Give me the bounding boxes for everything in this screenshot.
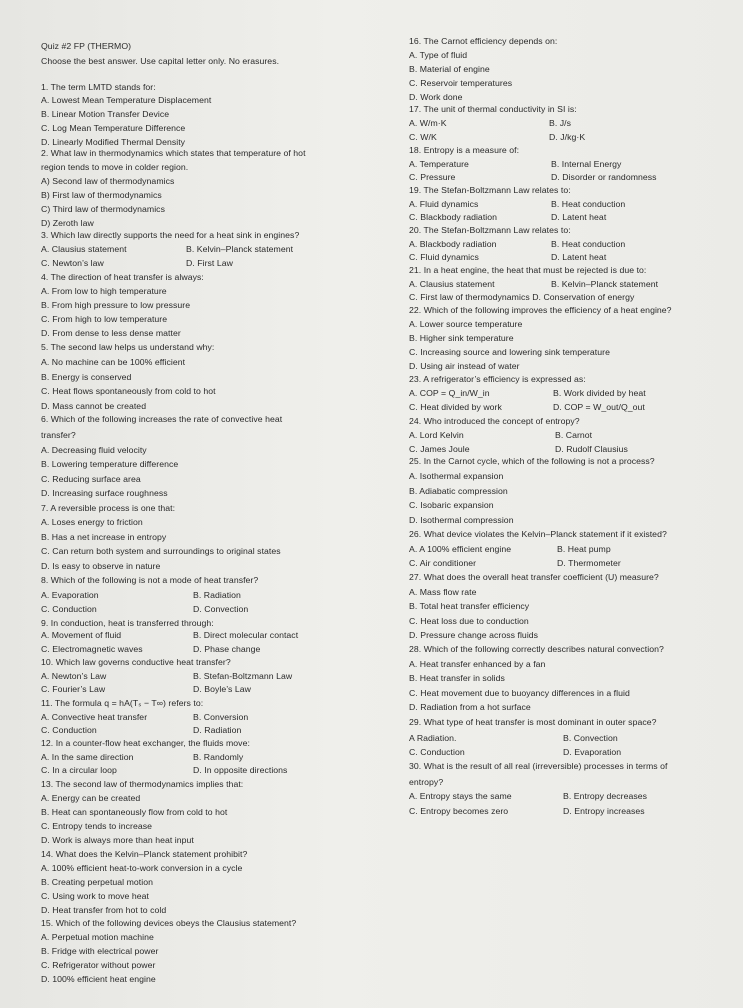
choice-a: C. Blackbody radiation [409, 212, 498, 222]
right-text-line [409, 279, 659, 289]
line-text: 20. The Stefan-Boltzmann Law relates to: [409, 225, 571, 235]
left-text-line [41, 218, 94, 228]
line-text: entropy? [409, 777, 444, 787]
line-text: C. Heat movement due to buoyancy differences in a fluid [409, 688, 630, 698]
line-text: C. Increasing source and lowering sink temperature [409, 347, 610, 357]
right-text-line [409, 747, 622, 757]
line-text: 22. Which of the following improves the efficiency of a heat engine? [409, 305, 672, 315]
line-text: 25. In the Carnot cycle, which of the following is not a process? [409, 456, 655, 466]
choice-a: C. W/K [409, 132, 437, 142]
left-text-line [41, 684, 251, 694]
line-text: 21. In a heat engine, the heat that must be rejected is due to: [409, 265, 647, 275]
choice-a: C. Fourier’s Law [41, 684, 106, 694]
choice-a: A. Clausius statement [41, 244, 127, 254]
choice-b: D. Latent heat [551, 252, 607, 262]
left-text-line [41, 877, 153, 887]
left-text-line [41, 590, 241, 600]
choice-b: D. Disorder or randomness [551, 172, 657, 182]
right-text-line [409, 572, 659, 582]
right-text-line [409, 544, 611, 554]
line-text: 15. Which of the following devices obeys the Clausius statement? [41, 918, 297, 928]
line-text: C. Entropy tends to increase [41, 821, 153, 831]
left-text-line [41, 56, 279, 66]
line-text: A. 100% efficient heat-to-work conversion in a cycle [41, 863, 243, 873]
choice-a: C. Entropy becomes zero [409, 806, 509, 816]
choice-b: D. Thermometer [557, 558, 621, 568]
line-text: 4. The direction of heat transfer is always: [41, 272, 204, 282]
choice-a: A. Blackbody radiation [409, 239, 497, 249]
left-text-line [41, 123, 185, 133]
left-text-line [41, 109, 169, 119]
right-text-line [409, 733, 618, 743]
choice-b: D. Entropy increases [563, 806, 645, 816]
choice-a: A. Movement of fluid [41, 630, 122, 640]
line-text: B. Energy is conserved [41, 372, 132, 382]
line-text: C. First law of thermodynamics D. Conservation of energy [409, 292, 635, 302]
left-text-line [41, 671, 293, 681]
right-text-line [409, 225, 571, 235]
left-text-line [41, 488, 168, 498]
choice-b: B. J/s [549, 118, 572, 128]
line-text: B. Fridge with electrical power [41, 946, 159, 956]
left-text-line [41, 503, 175, 513]
choice-b: D. COP = W_out/Q_out [553, 402, 645, 412]
line-text: C. Using work to move heat [41, 891, 150, 901]
left-text-line [41, 793, 140, 803]
line-text: A. Lowest Mean Temperature Displacement [41, 95, 212, 105]
choice-a: C. Newton’s law [41, 258, 104, 268]
left-text-line [41, 532, 166, 542]
left-text-line [41, 905, 166, 915]
line-text: C. Reducing surface area [41, 474, 141, 484]
left-text-line [41, 372, 131, 382]
line-text: D. Radiation from a hot surface [409, 702, 531, 712]
choice-a: A. Lord Kelvin [409, 430, 464, 440]
choice-b: D. Boyle’s Law [193, 684, 251, 694]
right-text-line [409, 601, 529, 611]
right-text-line [409, 199, 626, 209]
line-text: D. From dense to less dense matter [41, 328, 181, 338]
choice-b: B. Kelvin–Planck statement [186, 244, 294, 254]
left-text-line [41, 657, 231, 667]
right-text-line [409, 673, 505, 683]
line-text: C. From high to low temperature [41, 314, 168, 324]
choice-a: A. Fluid dynamics [409, 199, 479, 209]
left-text-line [41, 849, 247, 859]
right-text-line [409, 104, 577, 114]
right-text-line [409, 132, 586, 142]
right-text-line [409, 659, 545, 669]
line-text: 29. What type of heat transfer is most dominant in outer space? [409, 717, 657, 727]
line-text: D. Work done [409, 92, 463, 102]
choice-b: B. Carnot [555, 430, 593, 440]
right-text-line [409, 36, 557, 46]
right-text-line [409, 558, 621, 568]
line-text: A. Type of fluid [409, 50, 468, 60]
right-text-line [409, 456, 655, 466]
right-text-line [409, 333, 514, 343]
right-text-line [409, 416, 580, 426]
choice-b: B. Kelvin–Planck statement [551, 279, 659, 289]
line-text: D. Linearly Modified Thermal Density [41, 137, 186, 147]
choice-a: C. Air conditioner [409, 558, 477, 568]
line-text: C. Log Mean Temperature Difference [41, 123, 186, 133]
left-text-line [41, 148, 306, 158]
left-text-line [41, 712, 249, 722]
line-text: 8. Which of the following is not a mode of heat transfer? [41, 575, 259, 585]
left-text-line [41, 644, 261, 654]
left-text-line [41, 863, 242, 873]
line-text: 7. A reversible process is one that: [41, 503, 176, 513]
line-text: Choose the best answer. Use capital letter only. No erasures. [41, 56, 280, 66]
line-text: C) Third law of thermodynamics [41, 204, 165, 214]
left-text-line [41, 258, 233, 268]
left-text-line [41, 137, 185, 147]
left-text-line [41, 342, 214, 352]
right-text-line [409, 688, 630, 698]
left-text-line [41, 459, 178, 469]
line-text: 19. The Stefan-Boltzmann Law relates to: [409, 185, 571, 195]
left-text-line [41, 725, 242, 735]
choice-b: B. Conversion [193, 712, 249, 722]
line-text: 17. The unit of thermal conductivity in SI is: [409, 104, 577, 114]
choice-b: B. Direct molecular contact [193, 630, 299, 640]
line-text: 14. What does the Kelvin–Planck statement prohibit? [41, 849, 248, 859]
line-text: 28. Which of the following correctly describes natural convection? [409, 644, 664, 654]
right-text-line [409, 702, 531, 712]
left-text-line [41, 176, 174, 186]
choice-b: D. J/kg·K [549, 132, 586, 142]
left-text-line [41, 891, 149, 901]
left-text-line [41, 474, 141, 484]
left-text-line [41, 821, 152, 831]
left-text-line [41, 414, 282, 424]
left-text-line [41, 779, 243, 789]
right-text-line [409, 64, 490, 74]
line-text: Quiz #2 FP (THERMO) [41, 41, 132, 51]
left-text-line [41, 946, 158, 956]
choice-a: A. A 100% efficient engine [409, 544, 512, 554]
choice-b: D. First Law [186, 258, 233, 268]
line-text: B. Linear Motion Transfer Device [41, 109, 170, 119]
line-text: D. Isothermal compression [409, 515, 514, 525]
right-text-line [409, 630, 538, 640]
line-text: A. Isothermal expansion [409, 471, 504, 481]
line-text: C. Can return both system and surroundings to original states [41, 546, 281, 556]
left-text-line [41, 698, 203, 708]
choice-a: C. James Joule [409, 444, 470, 454]
choice-a: A. In the same direction [41, 752, 134, 762]
right-text-line [409, 761, 667, 771]
right-text-line [409, 486, 508, 496]
right-text-line [409, 292, 634, 302]
left-text-line [41, 546, 281, 556]
line-text: D) Zeroth law [41, 218, 94, 228]
right-text-line [409, 118, 572, 128]
right-text-line [409, 212, 607, 222]
choice-a: C. Conduction [41, 604, 97, 614]
left-text-line [41, 752, 244, 762]
left-text-line [41, 328, 181, 338]
left-text-line [41, 835, 194, 845]
line-text: 11. The formula q = hA(Tₛ − T∞) refers to: [41, 698, 204, 708]
left-text-line [41, 932, 154, 942]
left-text-line [41, 95, 211, 105]
left-text-line [41, 430, 76, 440]
left-text-line [41, 630, 299, 640]
line-text: C. Reservoir temperatures [409, 78, 513, 88]
line-text: C. Heat loss due to conduction [409, 616, 529, 626]
right-text-line [409, 529, 667, 539]
line-text: 2. What law in thermodynamics which states that temperature of hot [41, 148, 306, 158]
choice-a: C. Electromagnetic waves [41, 644, 143, 654]
right-text-line [409, 92, 463, 102]
line-text: B. Heat transfer in solids [409, 673, 505, 683]
right-text-line [409, 402, 645, 412]
choice-a: A. Clausius statement [409, 279, 495, 289]
choice-b: B. Radiation [193, 590, 241, 600]
choice-b: D. Latent heat [551, 212, 607, 222]
line-text: B. Adiabatic compression [409, 486, 508, 496]
choice-b: B. Heat conduction [551, 239, 626, 249]
line-text: B. Lowering temperature difference [41, 459, 179, 469]
right-text-line [409, 515, 514, 525]
left-text-line [41, 190, 162, 200]
choice-a: C. Heat divided by work [409, 402, 502, 412]
line-text: B. Has a net increase in entropy [41, 532, 167, 542]
left-text-line [41, 575, 258, 585]
left-text-line [41, 807, 227, 817]
choice-a: A. COP = Q_in/W_in [409, 388, 490, 398]
left-text-line [41, 204, 165, 214]
line-text: C. Refrigerator without power [41, 960, 156, 970]
left-text-line [41, 618, 214, 628]
line-text: A) Second law of thermodynamics [41, 176, 175, 186]
left-text-line [41, 357, 185, 367]
line-text: 27. What does the overall heat transfer coefficient (U) measure? [409, 572, 659, 582]
choice-a: A. Newton’s Law [41, 671, 107, 681]
line-text: D. Is easy to observe in nature [41, 561, 161, 571]
line-text: 13. The second law of thermodynamics implies that: [41, 779, 244, 789]
line-text: B. Total heat transfer efficiency [409, 601, 530, 611]
left-text-line [41, 300, 190, 310]
choice-a: A. Entropy stays the same [409, 791, 512, 801]
right-text-line [409, 806, 645, 816]
line-text: 3. Which law directly supports the need for a heat sink in engines? [41, 230, 300, 240]
line-text: B. Material of engine [409, 64, 490, 74]
choice-b: D. Radiation [193, 725, 242, 735]
choice-a: C. Fluid dynamics [409, 252, 479, 262]
choice-a: C. Conduction [41, 725, 97, 735]
line-text: A. No machine can be 100% efficient [41, 357, 186, 367]
right-text-line [409, 388, 646, 398]
right-text-line [409, 471, 503, 481]
line-text: 16. The Carnot efficiency depends on: [409, 36, 558, 46]
choice-b: B. Heat conduction [551, 199, 626, 209]
right-text-line [409, 305, 672, 315]
choice-b: B. Entropy decreases [563, 791, 648, 801]
left-text-line [41, 41, 131, 51]
line-text: D. Heat transfer from hot to cold [41, 905, 167, 915]
choice-b: D. Rudolf Clausius [555, 444, 628, 454]
right-text-line [409, 172, 657, 182]
left-text-line [41, 286, 167, 296]
line-text: 6. Which of the following increases the rate of convective heat [41, 414, 283, 424]
right-text-line [409, 430, 593, 440]
line-text: A. Heat transfer enhanced by a fan [409, 659, 546, 669]
right-text-line [409, 145, 519, 155]
line-text: A. Perpetual motion machine [41, 932, 154, 942]
choice-b: D. Evaporation [563, 747, 622, 757]
left-text-line [41, 974, 156, 984]
left-text-line [41, 244, 294, 254]
line-text: 30. What is the result of all real (irreversible) processes in terms of [409, 761, 668, 771]
right-text-line [409, 644, 664, 654]
line-text: 1. The term LMTD stands for: [41, 82, 156, 92]
right-text-line [409, 50, 467, 60]
line-text: C. Heat flows spontaneously from cold to hot [41, 386, 216, 396]
choice-a: A. Evaporation [41, 590, 99, 600]
choice-b: D. Phase change [193, 644, 261, 654]
choice-b: B. Internal Energy [551, 159, 622, 169]
line-text: 18. Entropy is a measure of: [409, 145, 520, 155]
choice-b: D. Convection [193, 604, 249, 614]
line-text: A. Loses energy to friction [41, 517, 143, 527]
choice-a: A. W/m·K [409, 118, 447, 128]
left-text-line [41, 230, 299, 240]
line-text: B. Heat can spontaneously flow from cold to hot [41, 807, 228, 817]
left-text-line [41, 401, 146, 411]
line-text: D. Work is always more than heat input [41, 835, 194, 845]
line-text: A. Mass flow rate [409, 587, 477, 597]
line-text: D. Using air instead of water [409, 361, 520, 371]
choice-a: C. In a circular loop [41, 765, 117, 775]
line-text: A. Decreasing fluid velocity [41, 445, 147, 455]
right-text-line [409, 319, 522, 329]
right-text-line [409, 444, 628, 454]
right-text-line [409, 265, 646, 275]
right-text-line [409, 239, 626, 249]
left-text-line [41, 517, 143, 527]
choice-b: D. In opposite directions [193, 765, 288, 775]
right-text-line [409, 361, 520, 371]
line-text: B. Creating perpetual motion [41, 877, 153, 887]
right-text-line [409, 252, 607, 262]
left-text-line [41, 561, 160, 571]
line-text: D. 100% efficient heat engine [41, 974, 156, 984]
right-text-line [409, 159, 622, 169]
right-text-line [409, 347, 610, 357]
line-text: A. Energy can be created [41, 793, 141, 803]
line-text: 23. A refrigerator’s efficiency is expressed as: [409, 374, 586, 384]
left-text-line [41, 82, 156, 92]
choice-a: A. Temperature [409, 159, 469, 169]
left-text-line [41, 604, 249, 614]
left-text-line [41, 738, 250, 748]
left-text-line [41, 918, 296, 928]
left-text-line [41, 960, 155, 970]
left-text-line [41, 445, 147, 455]
right-text-line [409, 791, 648, 801]
choice-b: B. Randomly [193, 752, 244, 762]
line-text: B. From high pressure to low pressure [41, 300, 191, 310]
line-text: D. Mass cannot be created [41, 401, 147, 411]
line-text: 26. What device violates the Kelvin–Planck statement if it existed? [409, 529, 667, 539]
line-text: 5. The second law helps us understand why: [41, 342, 215, 352]
right-text-line [409, 500, 494, 510]
line-text: B) First law of thermodynamics [41, 190, 162, 200]
left-text-line [41, 386, 216, 396]
line-text: D. Increasing surface roughness [41, 488, 168, 498]
choice-b: B. Stefan-Boltzmann Law [193, 671, 293, 681]
line-text: A. From low to high temperature [41, 286, 167, 296]
line-text: D. Pressure change across fluids [409, 630, 539, 640]
choice-a: A. Convective heat transfer [41, 712, 148, 722]
line-text: C. Isobaric expansion [409, 500, 494, 510]
line-text: A. Lower source temperature [409, 319, 523, 329]
right-text-line [409, 185, 571, 195]
right-text-line [409, 616, 529, 626]
left-text-line [41, 162, 188, 172]
left-text-line [41, 765, 288, 775]
right-text-line [409, 374, 586, 384]
right-text-line [409, 717, 657, 727]
right-text-line [409, 777, 443, 787]
line-text: 12. In a counter-flow heat exchanger, the fluids move: [41, 738, 250, 748]
choice-a: C. Pressure [409, 172, 456, 182]
right-text-line [409, 587, 476, 597]
line-text: 10. Which law governs conductive heat transfer? [41, 657, 231, 667]
line-text: region tends to move in colder region. [41, 162, 189, 172]
choice-b: B. Heat pump [557, 544, 611, 554]
line-text: 24. Who introduced the concept of entropy? [409, 416, 580, 426]
choice-a: C. Conduction [409, 747, 465, 757]
left-text-line [41, 272, 204, 282]
left-text-line [41, 314, 167, 324]
right-text-line [409, 78, 512, 88]
line-text: B. Higher sink temperature [409, 333, 514, 343]
choice-b: B. Convection [563, 733, 618, 743]
line-text: transfer? [41, 430, 76, 440]
choice-a: A Radiation. [409, 733, 457, 743]
choice-b: B. Work divided by heat [553, 388, 646, 398]
line-text: 9. In conduction, heat is transferred through: [41, 618, 214, 628]
